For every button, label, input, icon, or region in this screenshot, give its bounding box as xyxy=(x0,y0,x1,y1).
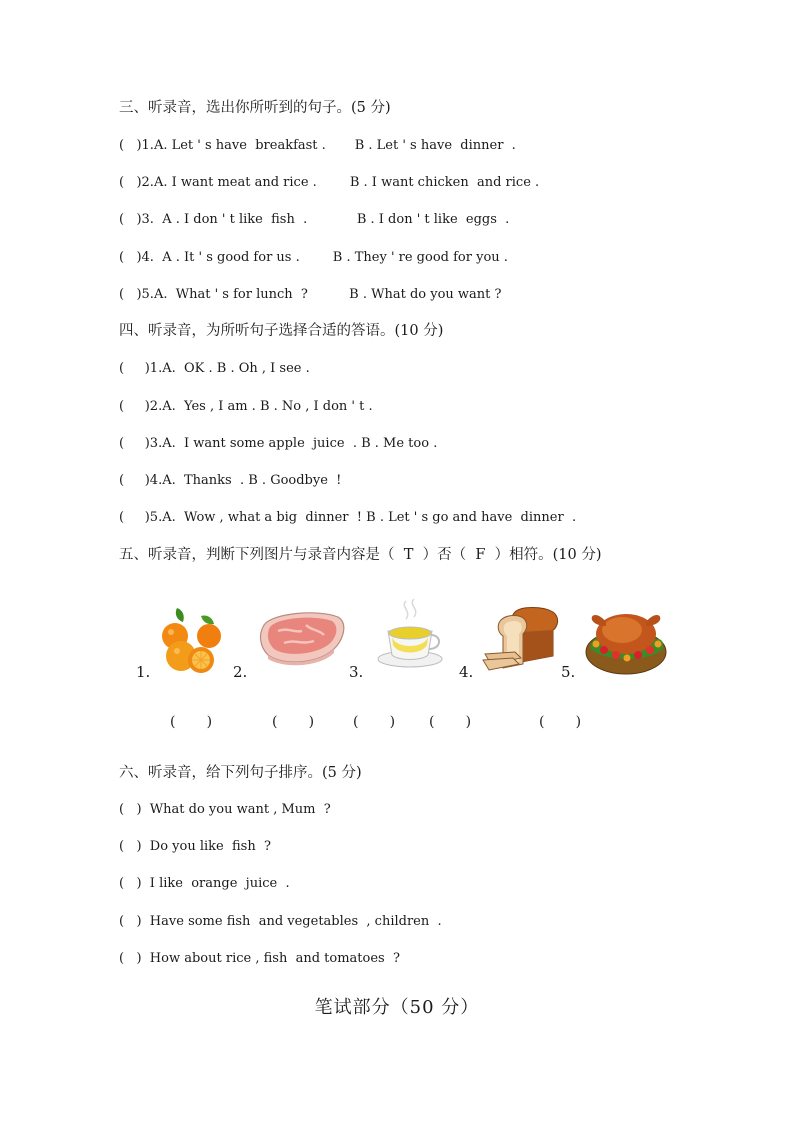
section-6-item: ( ) Do you like fish ? xyxy=(119,839,271,854)
section-3-item: ( )2.A. I want meat and rice . B . I want chicken and rice . xyxy=(119,175,540,190)
picture-number: 3. xyxy=(349,663,364,681)
steak-icon xyxy=(258,609,348,669)
section-3-item: ( )4. A . It ' s good for us . B . They ' re good for you . xyxy=(119,250,508,265)
section-6-title: 六、听录音，给下列句子排序。(5 分) xyxy=(119,765,362,781)
answer-bracket[interactable]: ( ) xyxy=(170,714,213,730)
section-3-item: ( )1.A. Let ' s have breakfast . B . Let ' s have dinner . xyxy=(119,138,516,153)
section-6-item: ( ) How about rice , fish and tomatoes ? xyxy=(119,951,400,966)
section-3-item: ( )5.A. What ' s for lunch ? B . What do you want ? xyxy=(119,287,502,302)
section-6-item: ( ) What do you want , Mum ? xyxy=(119,802,331,817)
answer-bracket[interactable]: ( ) xyxy=(429,714,472,730)
section-6-item: ( ) Have some fish and vegetables , children . xyxy=(119,914,442,929)
picture-number: 4. xyxy=(459,663,474,681)
section-3-title: 三、听录音，选出你所听到的句子。(5 分) xyxy=(119,100,391,116)
picture-number: 2. xyxy=(233,663,248,681)
written-part-heading: 笔试部分（50 分） xyxy=(314,997,480,1018)
section-4-item: ( )2.A. Yes , I am . B . No , I don ' t . xyxy=(119,399,373,414)
answer-bracket[interactable]: ( ) xyxy=(353,714,396,730)
section-4-item: ( )3.A. I want some apple juice . B . Me too . xyxy=(119,436,438,451)
tea-cup-icon xyxy=(374,597,446,672)
answer-bracket[interactable]: ( ) xyxy=(539,714,582,730)
roast-chicken-icon xyxy=(582,600,670,678)
answer-bracket[interactable]: ( ) xyxy=(272,714,315,730)
bread-icon xyxy=(481,606,561,674)
section-4-title: 四、听录音，为所听句子选择合适的答语。(10 分) xyxy=(119,323,444,339)
section-4-item: ( )1.A. OK . B . Oh , I see . xyxy=(119,361,310,376)
section-4-item: ( )5.A. Wow , what a big dinner ! B . Let ' s go and have dinner . xyxy=(119,510,577,525)
section-3-item: ( )3. A . I don ' t like fish . B . I don ' t like eggs . xyxy=(119,212,510,227)
section-5-title: 五、听录音，判断下列图片与录音内容是（ T ）否（ F ）相符。(10 分) xyxy=(119,547,602,563)
picture-number: 5. xyxy=(561,663,576,681)
oranges-icon xyxy=(157,604,227,676)
section-4-item: ( )4.A. Thanks . B . Goodbye ! xyxy=(119,473,342,488)
picture-number: 1. xyxy=(136,663,151,681)
section-6-item: ( ) I like orange juice . xyxy=(119,876,290,891)
